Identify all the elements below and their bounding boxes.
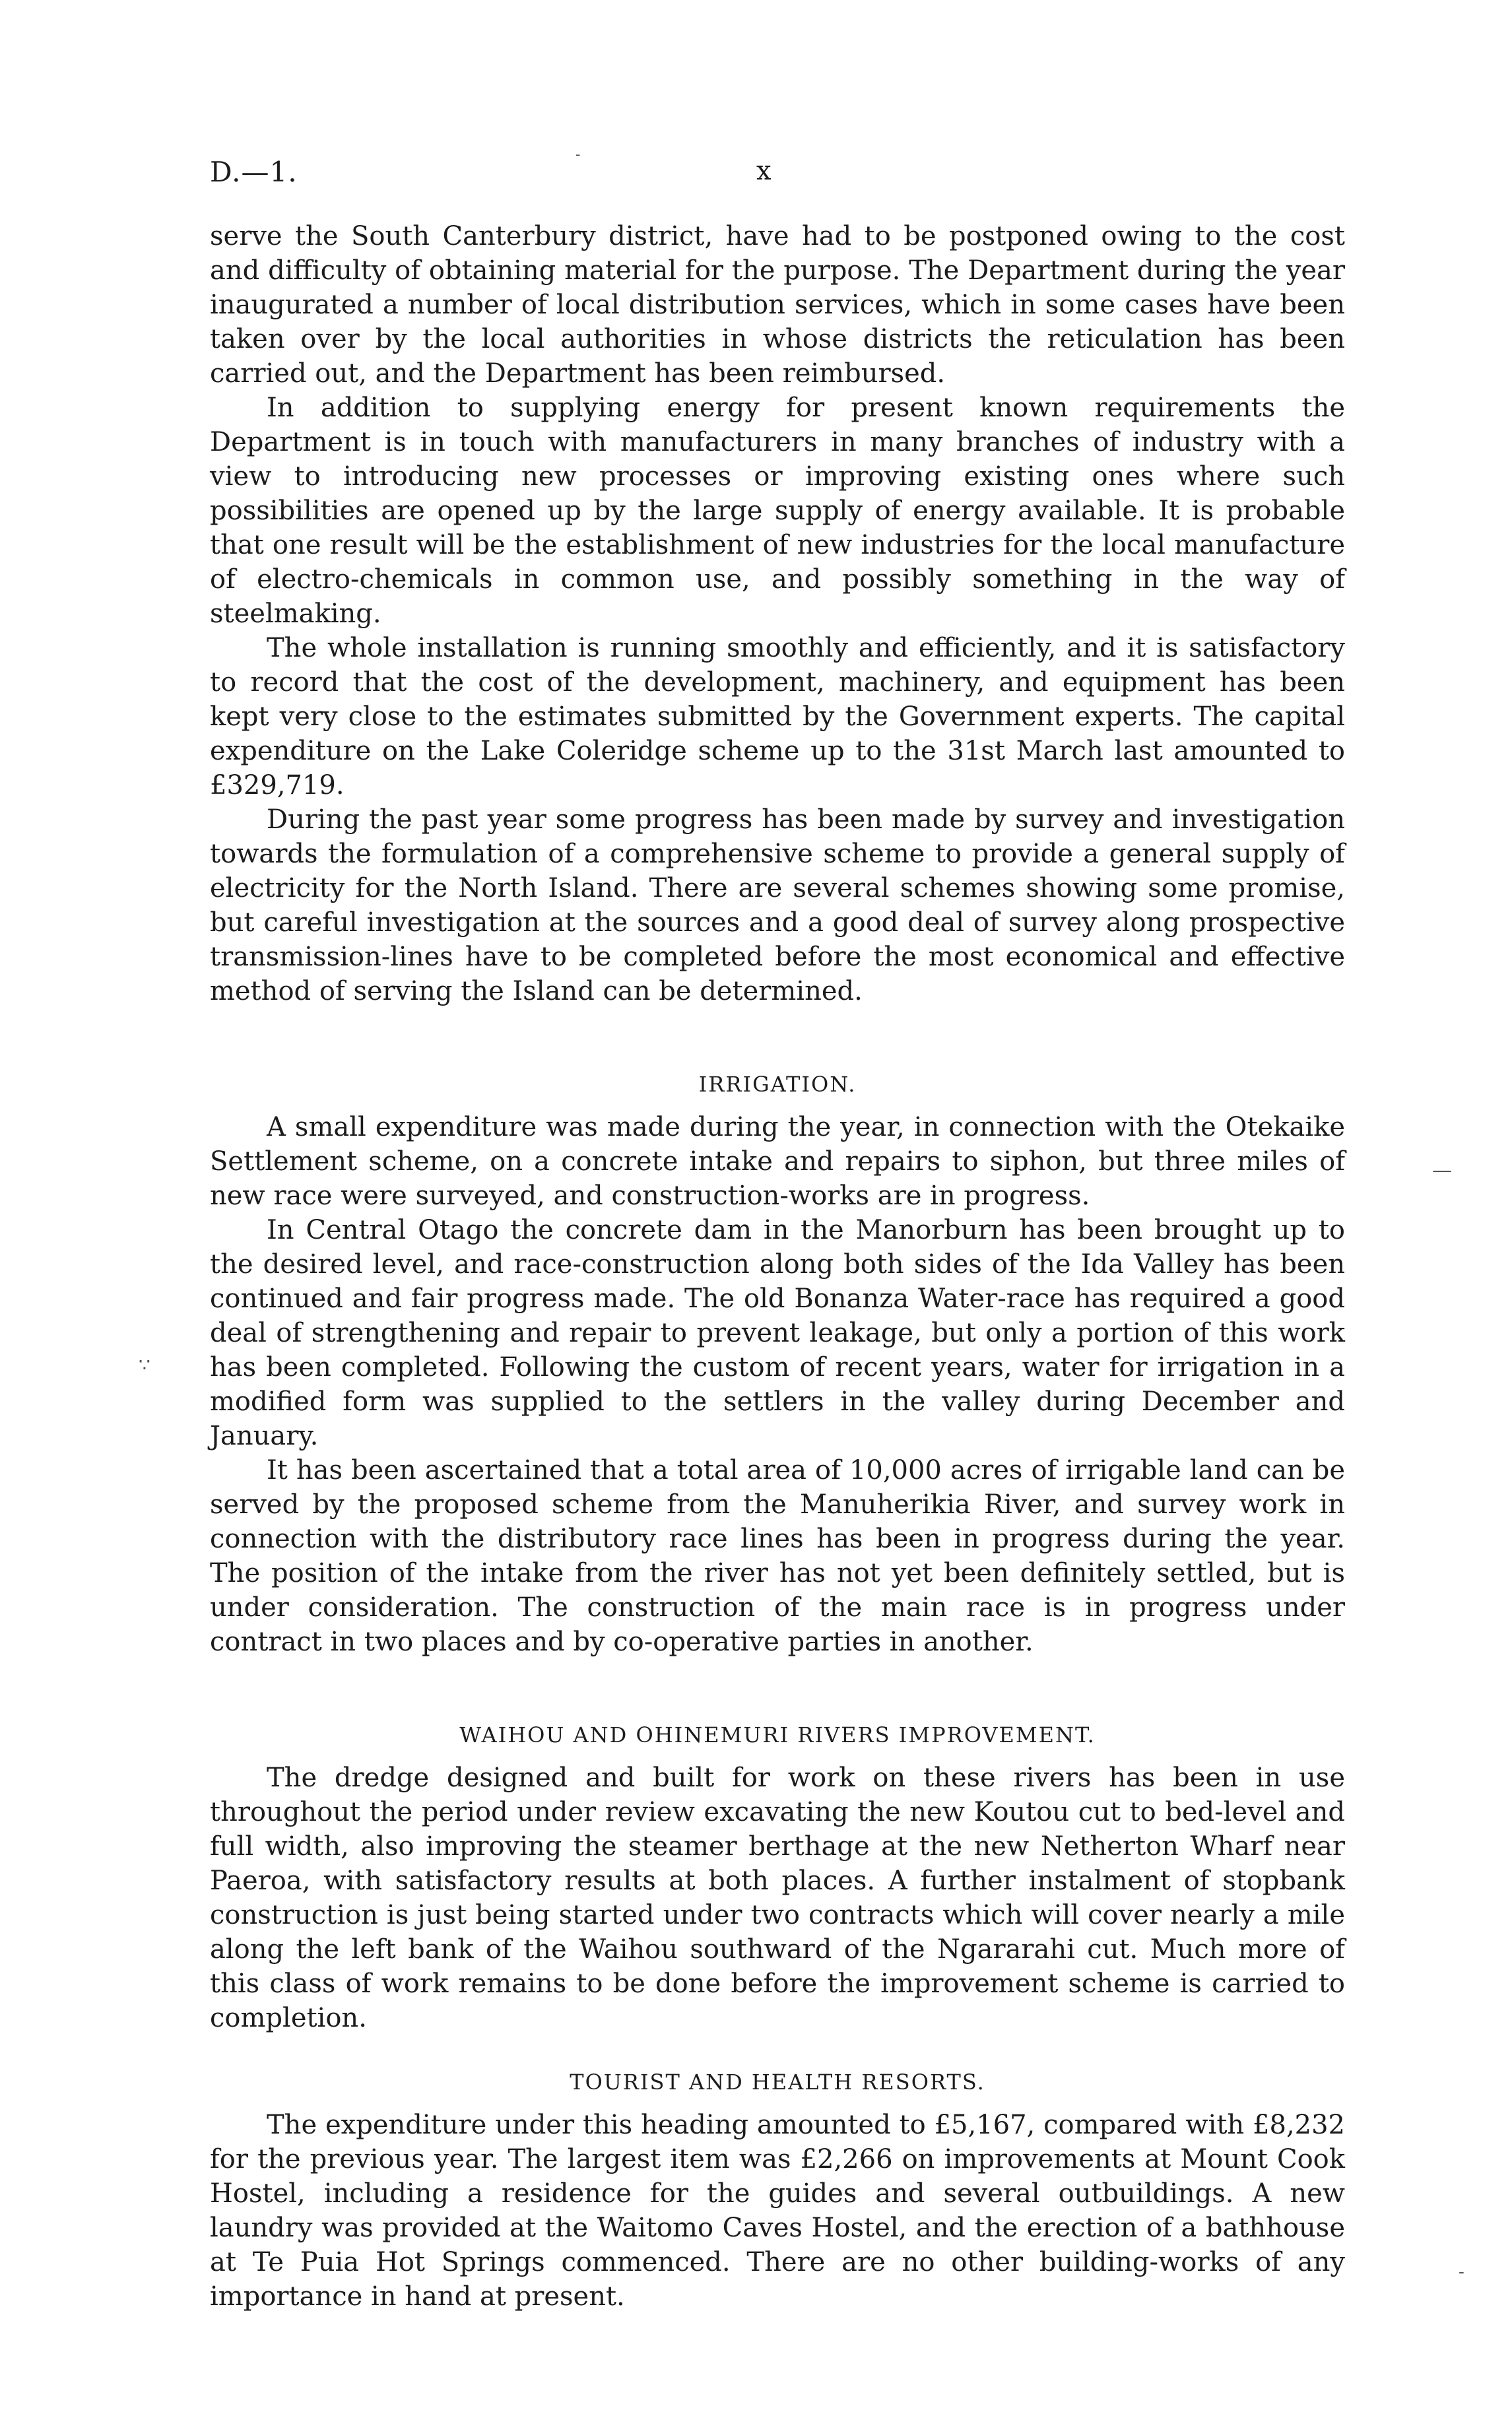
section-heading: WAIHOU AND OHINEMURI RIVERS IMPROVEMENT. [459,1722,1096,1747]
paragraph: The dredge designed and built for work on these rivers has been in use throughout the period under review excavating the new Koutou cut to bed-level and full width, also improving the steamer berthage at the new Netherton Wharf near Paeroa, with satisfactory results at both places. A further instalment of stopbank construction is just being started under two contracts which will cover nearly a mile along the left bank of the Waihou southward of the Ngararahi cut. Much more of this class of work remains to be done before the improvement scheme is carried to completion. [210,1763,1345,2033]
scan-speck: — [1432,1159,1452,1182]
page-header [210,156,1345,195]
section-waihou [210,1722,1345,2035]
paragraph: In Central Otago the concrete dam in the Manorburn has been brought up to the desired level, and race-construction along both sides of the Ida Valley has been continued and fair progress made. The old Bonanza Water-race has required a good deal of strengthening and repair to prevent leakage, but only a portion of this work has been completed. Following the custom of recent years, water for irrigation in a modified form was supplied to the settlers in the valley during December and January. [210,1215,1345,1451]
section-heading: IRRIGATION. [698,1072,857,1097]
page-number: x [756,156,772,186]
section-heading: TOURIST AND HEALTH RESORTS. [570,2070,985,2095]
section-irrigation [210,1072,1345,1659]
scan-speck: - [575,147,581,163]
document-body [210,219,1345,2314]
paragraph: The expenditure under this heading amounted to £5,167, compared with £8,232 for the previous year. The largest item was £2,266 on improvements at Mount Cook Hostel, including a residence for the guides and several outbuildings. A new laundry was provided at the Waitomo Caves Hostel, and the erection of a bathhouse at Te Puia Hot Springs commenced. There are no other building-works of any importance in hand at present. [210,2110,1345,2312]
scan-speck: ∵ [139,1354,150,1376]
paragraph: In addition to supplying energy for present known requirements the Department is in touch with manufacturers in many branches of industry with a view to introducing new processes or improving existing ones where such possibilities are opened up by the large supply of energy available. It is probable that one result will be the establishment of new industries for the local manufacture of electro-chemicals in common use, and possibly something in the way of steelmaking. [210,393,1345,629]
section-electricity [210,219,1345,1008]
document-reference: D.—1. [210,156,298,188]
paragraph: serve the South Canterbury district, have had to be postponed owing to the cost and difficulty of obtaining material for the purpose. The Department during the year inaugurated a number of local distribution services, which in some cases have been taken over by the local authorities in whose districts the reticulation has been carried out, and the Department has been reimbursed. [210,221,1345,389]
paragraph: The whole installation is running smoothly and efficiently, and it is satisfactory to record that the cost of the development, machinery, and equipment has been kept very close to the estimates submitted by the Government experts. The capital expenditure on the Lake Coleridge scheme up to the 31st March last amounted to £329,719. [210,633,1345,800]
scan-speck: ‐ [1459,2262,1464,2282]
paragraph: During the past year some progress has been made by survey and investigation towards the formulation of a comprehensive scheme to provide a general supply of electricity for the North Island. There are several schemes showing some promise, but careful investigation at the sources and a good deal of survey along prospective transmission-lines have to be completed before the most economical and effective method of serving the Island can be determined. [210,804,1345,1006]
paragraph: It has been ascertained that a total area of 10,000 acres of irrigable land can be served by the proposed scheme from the Manuherikia River, and survey work in connection with the distributory race lines has been in progress during the year. The position of the intake from the river has not yet been definitely settled, but is under consideration. The construction of the main race is in progress under contract in two places and by co-operative parties in another. [210,1455,1345,1657]
section-tourist [210,2070,1345,2314]
paragraph: A small expenditure was made during the year, in connection with the Otekaike Settlement scheme, on a concrete intake and repairs to siphon, but three miles of new race were surveyed, and construction-works are in progress. [210,1112,1345,1211]
